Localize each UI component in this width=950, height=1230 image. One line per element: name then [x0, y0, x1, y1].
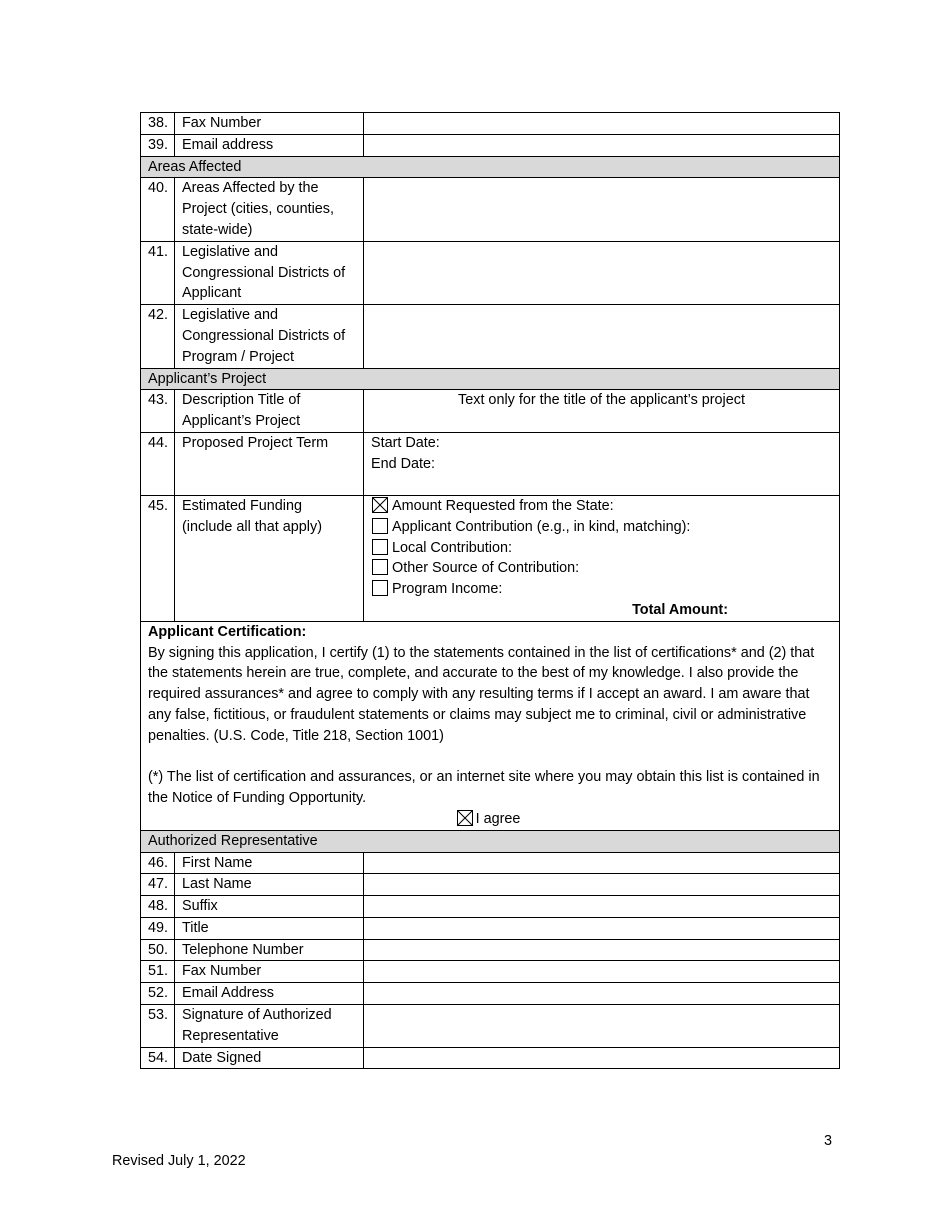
table-row [141, 983, 840, 1005]
row-number: 51. [141, 961, 175, 983]
row-number: 45. [141, 495, 175, 621]
row-number: 39. [141, 134, 175, 156]
row-number: 53. [141, 1005, 175, 1048]
row-number: 50. [141, 939, 175, 961]
first-name-field[interactable] [364, 852, 840, 874]
funding-option-label: Amount Requested from the State: [392, 497, 614, 514]
table-row [141, 1047, 840, 1069]
funding-option [372, 496, 832, 517]
field-label: Signature of Authorized Representative [175, 1005, 364, 1048]
application-form-table [140, 112, 840, 1069]
email-address-field[interactable] [364, 134, 840, 156]
field-label: Estimated Funding (include all that apply) [175, 495, 364, 621]
funding-option-label: Other Source of Contribution: [392, 560, 580, 577]
field-label: Telephone Number [175, 939, 364, 961]
spacer [148, 747, 829, 768]
section-header-row [141, 156, 840, 178]
last-name-field[interactable] [364, 874, 840, 896]
project-districts-field[interactable] [364, 305, 840, 368]
row-number: 48. [141, 896, 175, 918]
row-number: 44. [141, 432, 175, 495]
rep-email-address-field[interactable] [364, 983, 840, 1005]
funding-option [372, 517, 832, 538]
project-title-field[interactable]: Text only for the title of the applicant’s project [364, 390, 840, 433]
suffix-field[interactable] [364, 896, 840, 918]
certification-title: Applicant Certification: [148, 623, 307, 640]
row-number: 47. [141, 874, 175, 896]
section-header-applicants-project: Applicant’s Project [141, 368, 840, 390]
field-label: Title [175, 917, 364, 939]
field-label: Legislative and Congressional Districts of Program / Project [175, 305, 364, 368]
table-row [141, 917, 840, 939]
start-date-label: Start Date: [371, 434, 440, 451]
field-label: Proposed Project Term [175, 432, 364, 495]
field-label: Email address [175, 134, 364, 156]
field-label: Fax Number [175, 961, 364, 983]
row-number: 54. [141, 1047, 175, 1069]
row-number: 49. [141, 917, 175, 939]
funding-option-label: Program Income: [392, 581, 503, 598]
table-row [141, 134, 840, 156]
agree-label: I agree [475, 810, 521, 827]
table-row [141, 495, 840, 621]
project-term-field[interactable] [364, 432, 840, 495]
checked-x-icon [373, 498, 387, 512]
table-row [141, 874, 840, 896]
table-row [141, 390, 840, 433]
applicant-districts-field[interactable] [364, 241, 840, 304]
estimated-funding-field [364, 495, 840, 621]
revised-date: Revised July 1, 2022 [112, 1153, 246, 1169]
agree-checkbox[interactable] [457, 810, 473, 826]
certification-row [141, 621, 840, 830]
table-row [141, 961, 840, 983]
row-number: 41. [141, 241, 175, 304]
agree-line [148, 809, 829, 830]
table-row [141, 241, 840, 304]
field-label: Fax Number [175, 113, 364, 135]
table-row [141, 178, 840, 241]
funding-option [372, 579, 832, 600]
table-row [141, 1005, 840, 1048]
row-number: 52. [141, 983, 175, 1005]
table-row [141, 305, 840, 368]
local-contribution-checkbox[interactable] [372, 539, 388, 555]
section-header-areas-affected: Areas Affected [141, 156, 840, 178]
row-number: 38. [141, 113, 175, 135]
table-row [141, 113, 840, 135]
program-income-checkbox[interactable] [372, 580, 388, 596]
field-label: First Name [175, 852, 364, 874]
title-field[interactable] [364, 917, 840, 939]
areas-affected-field[interactable] [364, 178, 840, 241]
table-row [141, 896, 840, 918]
section-header-row [141, 368, 840, 390]
field-label: Date Signed [175, 1047, 364, 1069]
funding-option-label: Local Contribution: [392, 539, 512, 556]
funding-option-label: Applicant Contribution (e.g., in kind, matching): [392, 518, 691, 535]
page-number: 3 [824, 1133, 833, 1149]
row-number: 43. [141, 390, 175, 433]
field-label: Legislative and Congressional Districts of Applicant [175, 241, 364, 304]
section-header-row [141, 830, 840, 852]
form-page [140, 112, 839, 1069]
fax-number-field[interactable] [364, 113, 840, 135]
row-number: 42. [141, 305, 175, 368]
other-source-checkbox[interactable] [372, 559, 388, 575]
signature-field[interactable] [364, 1005, 840, 1048]
field-label: Areas Affected by the Project (cities, counties, state-wide) [175, 178, 364, 241]
field-label: Email Address [175, 983, 364, 1005]
table-row [141, 852, 840, 874]
field-label: Last Name [175, 874, 364, 896]
section-header-authorized-representative: Authorized Representative [141, 830, 840, 852]
funding-option [372, 558, 832, 579]
checked-x-icon [458, 811, 472, 825]
funding-option [372, 538, 832, 559]
telephone-number-field[interactable] [364, 939, 840, 961]
certification-body: By signing this application, I certify (1) to the statements contained in the list of certifications* and (2) that the statements herein are true, complete, and accurate to the best of my knowledge. I also provide the required assurances* and agree to comply with any resulting terms if I accept an award. I am aware that any false, fictitious, or fraudulent statements or claims may subject me to criminal, civil or administrative penalties. (U.S. Code, Title 218, Section 1001) [148, 644, 815, 744]
amount-requested-checkbox[interactable] [372, 497, 388, 513]
field-label: Description Title of Applicant’s Project [175, 390, 364, 433]
end-date-label: End Date: [371, 455, 435, 472]
certification-note: (*) The list of certification and assurances, or an internet site where you may obtain this list is contained in the Notice of Funding Opportunity. [148, 769, 820, 807]
certification-cell [141, 621, 840, 830]
table-row [141, 432, 840, 495]
field-label: Suffix [175, 896, 364, 918]
total-amount-label: Total Amount: [632, 601, 728, 618]
row-number: 46. [141, 852, 175, 874]
applicant-contribution-checkbox[interactable] [372, 518, 388, 534]
table-row [141, 939, 840, 961]
date-signed-field[interactable] [364, 1047, 840, 1069]
row-number: 40. [141, 178, 175, 241]
rep-fax-number-field[interactable] [364, 961, 840, 983]
